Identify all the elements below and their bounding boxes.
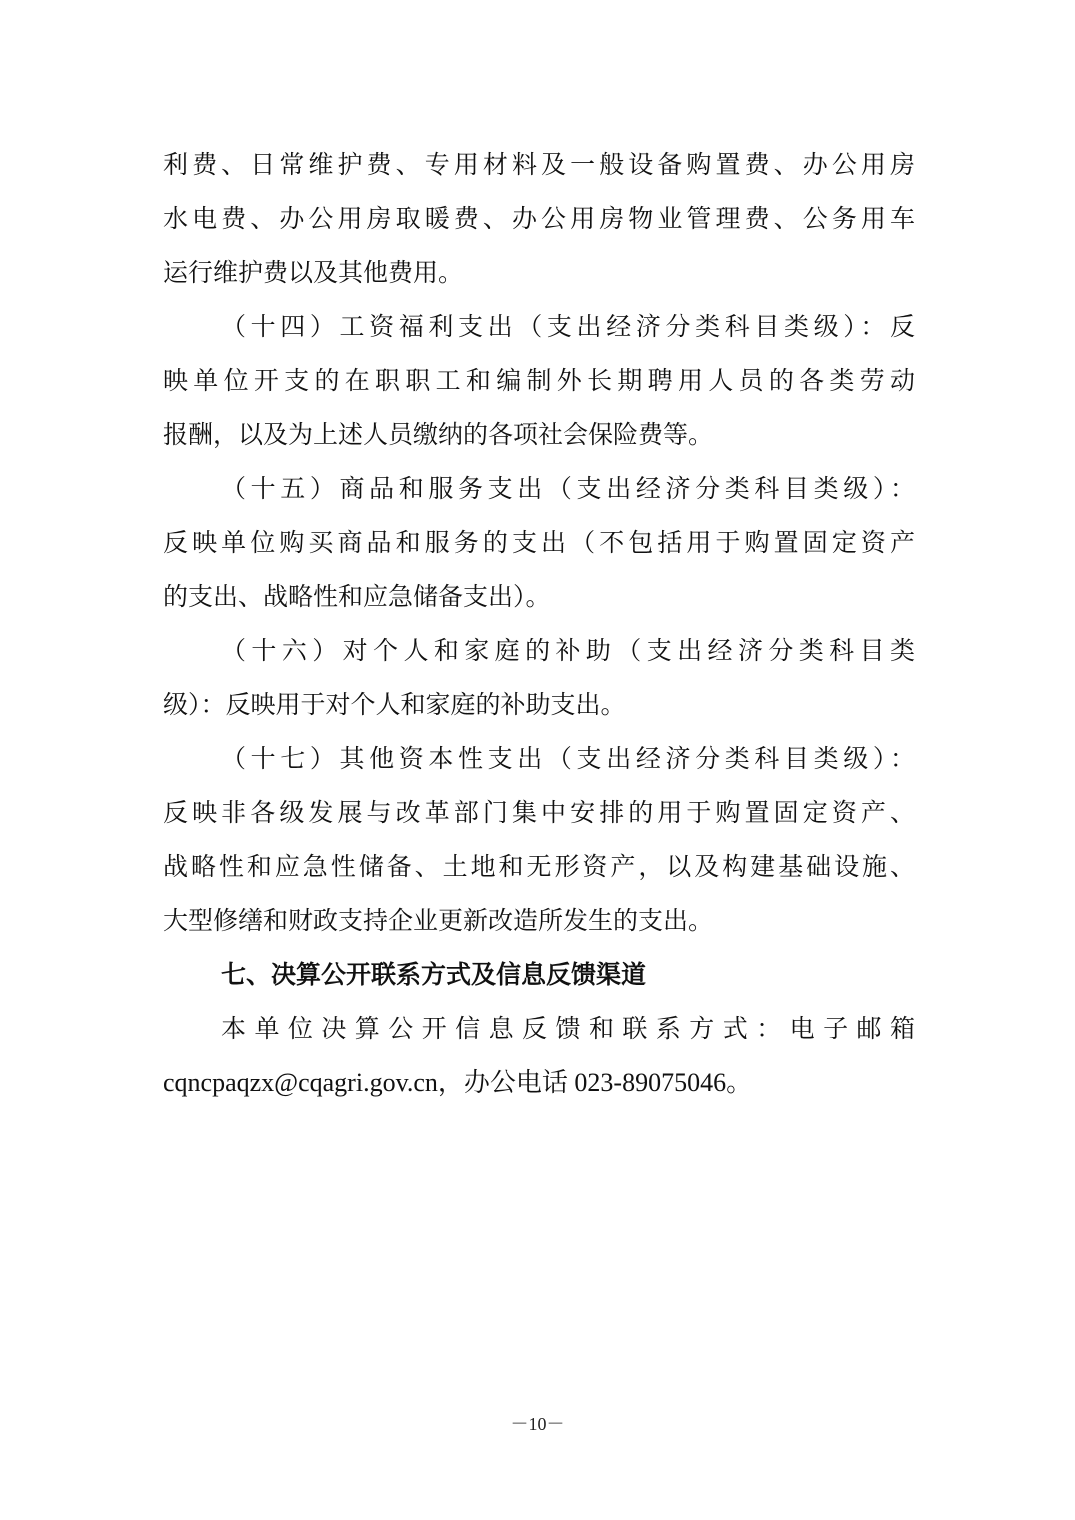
item-16-line: 级）：反映用于对个人和家庭的补助支出。 [163, 690, 626, 719]
item-14-line: 报酬，以及为上述人员缴纳的各项社会保险费等。 [163, 420, 714, 449]
item-17-line: 大型修缮和财政支持企业更新改造所发生的支出。 [163, 906, 714, 935]
body-line: 水电费、办公用房取暖费、办公用房物业管理费、公务用车 [163, 204, 915, 233]
item-17-line: 战略性和应急性储备、土地和无形资产，以及构建基础设施、 [163, 852, 915, 881]
item-14-line: 映单位开支的在职职工和编制外长期聘用人员的各类劳动 [163, 366, 915, 395]
item-14-line: （十四）工资福利支出（支出经济分类科目类级）：反 [221, 312, 915, 341]
document-body [163, 138, 915, 1110]
item-16-line: （十六）对个人和家庭的补助（支出经济分类科目类 [221, 636, 915, 665]
contact-line: 本单位决算公开信息反馈和联系方式：电子邮箱 [221, 1014, 915, 1043]
body-line: 利费、日常维护费、专用材料及一般设备购置费、办公用房 [163, 150, 915, 179]
page-number: －10－ [510, 1414, 565, 1434]
body-line: 运行维护费以及其他费用。 [163, 258, 464, 287]
item-17-line: （十七）其他资本性支出（支出经济分类科目类级）： [221, 744, 915, 773]
section-7-heading: 七、决算公开联系方式及信息反馈渠道 [221, 960, 647, 989]
item-15-line: 的支出、战略性和应急储备支出）。 [163, 582, 551, 611]
item-17-line: 反映非各级发展与改革部门集中安排的用于购置固定资产、 [163, 798, 915, 827]
item-15-line: 反映单位购买商品和服务的支出（不包括用于购置固定资产 [163, 528, 915, 557]
item-15-line: （十五）商品和服务支出（支出经济分类科目类级）： [221, 474, 915, 503]
contact-email-phone-line: cqncpaqzx@cqagri.gov.cn，办公电话 023-89075046。 [163, 1068, 753, 1097]
